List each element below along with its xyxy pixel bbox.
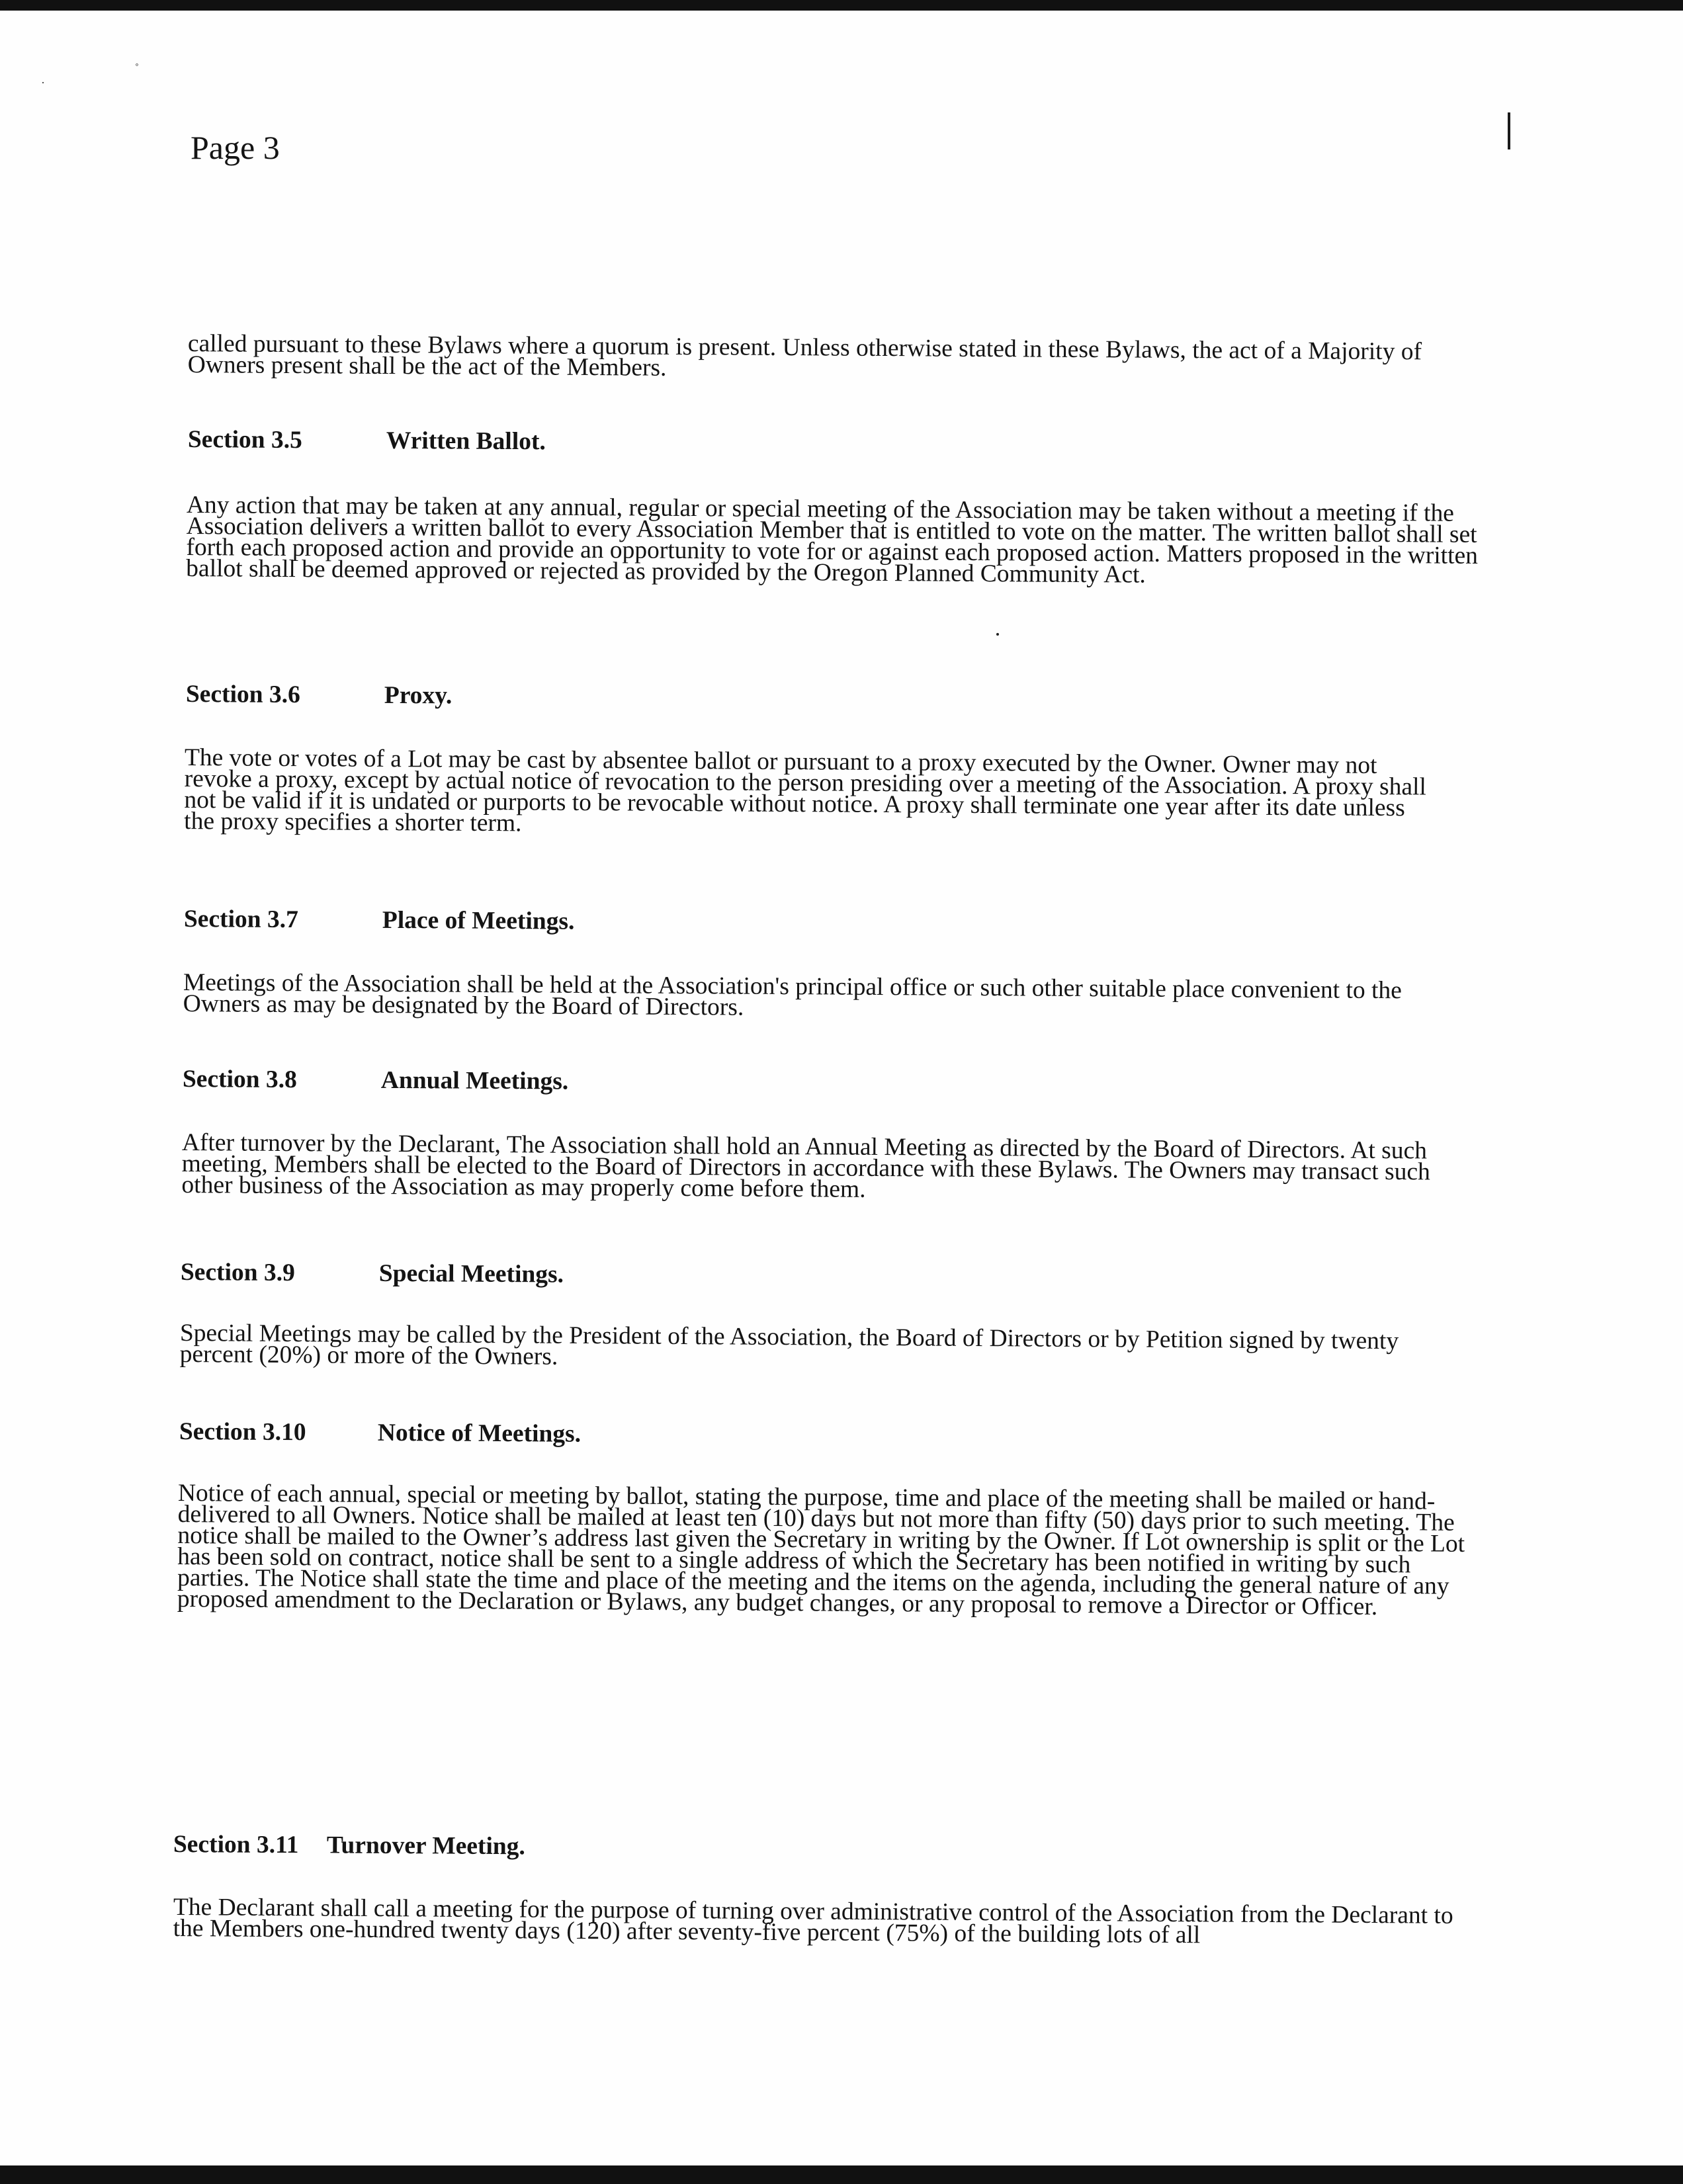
scan-speck: ˚ xyxy=(135,62,139,75)
section-heading xyxy=(181,1260,564,1287)
scan-dot xyxy=(996,633,999,636)
section-title: Special Meetings. xyxy=(378,1259,564,1288)
section-number: Section 3.9 xyxy=(180,1259,295,1287)
section-number: Section 3.11 xyxy=(173,1831,299,1859)
revision-mark xyxy=(1508,112,1510,149)
section-title: Turnover Meeting. xyxy=(326,1831,525,1861)
section-body: Special Meetings may be called by the President of the Association, the Board of Directors or by Petition signed by twenty percent (20%) or more of the Owners. xyxy=(179,1320,1399,1370)
section-heading xyxy=(184,907,575,934)
section-heading xyxy=(173,1832,525,1859)
section-body: Any action that may be taken at any annual, regular or special meeting of the Association may be taken without a meeting if the Association delivers a written ballot to every Association Member that is entitled to vote on the matter. The written ballot shall set forth each proposed action and provide an opportunity to vote for or against each proposed action. Matters proposed in the written ballot shall be deemed approved or rejected as provided by the Oregon Planned Community Act. xyxy=(186,491,1479,589)
section-body: Meetings of the Association shall be held at the Association's principal office or such other suitable place convenient to the Owners as may be designated by the Board of Directors. xyxy=(183,969,1402,1021)
section-heading xyxy=(188,427,546,454)
section-body: The vote or votes of a Lot may be cast by absentee ballot or pursuant to a proxy executed by the Owner. Owner may not revoke a proxy, except by actual notice of revocation to the person presiding over a meeting of the Association. A proxy shall not be valid if it is undated or purports to be revocable without notice. A proxy shall terminate one year after its date unless the proxy specifies a shorter term. xyxy=(184,744,1427,837)
section-body: Notice of each annual, special or meeting by ballot, stating the purpose, time and place of the meeting shall be mailed or hand-delivered to all Owners. Notice shall be mailed at least ten (10) days but not more than fifty (50) days prior to such meeting. The notice shall be mailed to the Owner’s address last given the Secretary in writing by the Owner. If Lot ownership is split or the Lot has been sold on contract, notice shall be sent to a single address of which the Secretary has been notified in writing by such parties. The Notice shall state the time and place of the meeting and the items on the agenda, including the general nature of any proposed amendment to the Declaration or Bylaws, any budget changes, or any proposal to remove a Director or Officer. xyxy=(177,1480,1465,1621)
section-title: Written Ballot. xyxy=(386,427,546,456)
section-number: Section 3.8 xyxy=(182,1066,297,1094)
section-number: Section 3.10 xyxy=(179,1418,306,1447)
section-heading xyxy=(186,682,453,708)
section-heading xyxy=(183,1067,569,1094)
section-title: Annual Meetings. xyxy=(380,1066,569,1095)
page-number: Page 3 xyxy=(191,129,280,166)
section-title: Place of Meetings. xyxy=(382,906,575,935)
section-number: Section 3.6 xyxy=(185,681,300,709)
section-title: Proxy. xyxy=(384,681,453,710)
section-body: After turnover by the Declarant, The Association shall hold an Annual Meeting as directed by the Board of Directors. At such meeting, Members shall be elected to the Board of Directors in accordance with these Bylaws. The Owners may transact such other business of the Association as may properly come before them. xyxy=(181,1129,1431,1203)
scan-speck: · xyxy=(41,76,45,89)
intro-paragraph: called pursuant to these Bylaws where a quorum is present. Unless otherwise stated in these Bylaws, the act of a Majority of Owners present shall be the act of the Members. xyxy=(187,330,1422,382)
section-heading xyxy=(179,1419,581,1447)
scan-border-top xyxy=(0,0,1683,11)
section-number: Section 3.5 xyxy=(187,426,302,454)
scan-border-bottom xyxy=(0,2165,1683,2184)
section-body: The Declarant shall call a meeting for the purpose of turning over administrative control of the Association from the Declarant to the Members one-hundred twenty days (120) after seventy-five percent (75%) of the building lots of all xyxy=(173,1894,1453,1949)
section-number: Section 3.7 xyxy=(183,905,298,934)
section-title: Notice of Meetings. xyxy=(377,1419,582,1448)
